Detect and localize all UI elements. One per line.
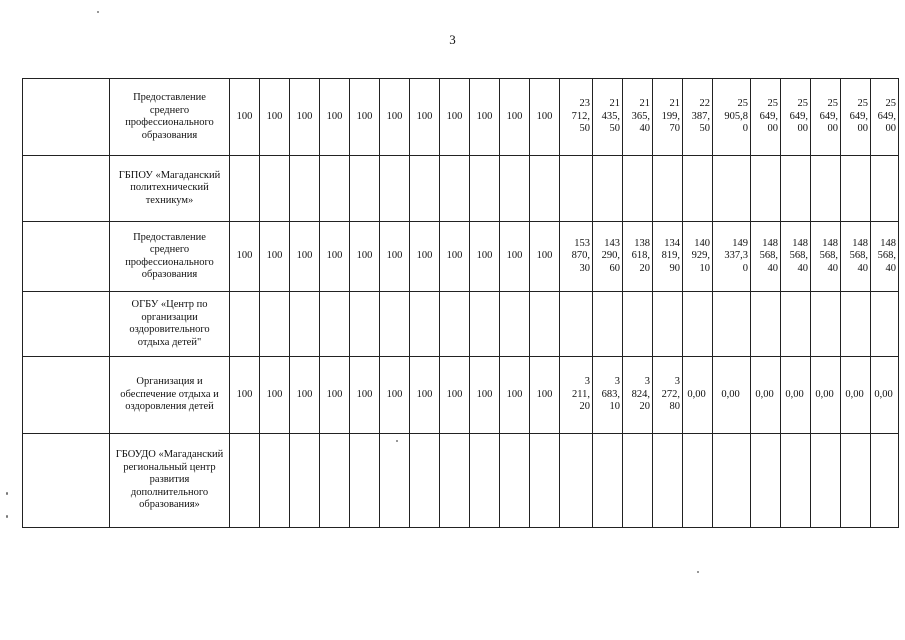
- percent-cell: 100: [500, 357, 530, 434]
- amount-cell: [781, 434, 811, 528]
- blank-cell: [23, 222, 110, 292]
- percent-cell: 100: [440, 222, 470, 292]
- amount-cell: [781, 292, 811, 357]
- percent-cell: [410, 434, 440, 528]
- amount-cell: 21 365, 40: [623, 79, 653, 156]
- percent-cell: 100: [290, 222, 320, 292]
- amount-cell: [653, 434, 683, 528]
- percent-cell: [350, 156, 380, 222]
- amount-cell: 0,00: [811, 357, 841, 434]
- amount-cell: 0,00: [751, 357, 781, 434]
- percent-cell: 100: [260, 357, 290, 434]
- percent-cell: [440, 434, 470, 528]
- percent-cell: 100: [260, 222, 290, 292]
- amount-cell: [871, 292, 899, 357]
- amount-cell: 0,00: [713, 357, 751, 434]
- percent-cell: 100: [320, 79, 350, 156]
- percent-cell: 100: [530, 357, 560, 434]
- percent-cell: 100: [470, 222, 500, 292]
- amount-cell: 153 870, 30: [560, 222, 593, 292]
- scan-speck: [697, 571, 699, 573]
- amount-cell: 25 649, 00: [871, 79, 899, 156]
- amount-cell: [623, 434, 653, 528]
- amount-cell: [841, 156, 871, 222]
- percent-cell: [320, 292, 350, 357]
- percent-cell: [380, 434, 410, 528]
- scan-speck: [6, 515, 8, 518]
- amount-cell: 148 568, 40: [751, 222, 781, 292]
- amount-cell: [683, 156, 713, 222]
- percent-cell: 100: [530, 79, 560, 156]
- org-name-cell: ОГБУ «Центр по организации оздоровительного отдыха детей": [110, 292, 230, 357]
- percent-cell: [350, 292, 380, 357]
- percent-cell: [470, 156, 500, 222]
- percent-cell: [470, 434, 500, 528]
- percent-cell: 100: [230, 357, 260, 434]
- amount-cell: [593, 292, 623, 357]
- service-name-cell: Предоставление среднего профессионального образования: [110, 222, 230, 292]
- amount-cell: [653, 156, 683, 222]
- percent-cell: [470, 292, 500, 357]
- org-row: [23, 292, 899, 357]
- percent-cell: [500, 156, 530, 222]
- percent-cell: 100: [410, 357, 440, 434]
- amount-cell: 3 683, 10: [593, 357, 623, 434]
- percent-cell: 100: [230, 222, 260, 292]
- amount-cell: 143 290, 60: [593, 222, 623, 292]
- amount-cell: 22 387, 50: [683, 79, 713, 156]
- percent-cell: [500, 434, 530, 528]
- percent-cell: [290, 434, 320, 528]
- percent-cell: [290, 292, 320, 357]
- percent-cell: 100: [350, 222, 380, 292]
- percent-cell: [410, 156, 440, 222]
- amount-cell: 3 824, 20: [623, 357, 653, 434]
- scan-speck: [396, 440, 398, 442]
- percent-cell: 100: [350, 79, 380, 156]
- amount-cell: [560, 292, 593, 357]
- percent-cell: 100: [350, 357, 380, 434]
- percent-cell: [440, 292, 470, 357]
- amount-cell: 21 199, 70: [653, 79, 683, 156]
- percent-cell: 100: [380, 222, 410, 292]
- amount-cell: [841, 434, 871, 528]
- amount-cell: 0,00: [781, 357, 811, 434]
- amount-cell: 3 272, 80: [653, 357, 683, 434]
- amount-cell: 138 618, 20: [623, 222, 653, 292]
- service-name-cell: Организация и обеспечение отдыха и оздоровления детей: [110, 357, 230, 434]
- org-row: [23, 156, 899, 222]
- org-name-cell: ГБОУДО «Магаданский региональный центр развития дополнительного образования»: [110, 434, 230, 528]
- amount-cell: [713, 156, 751, 222]
- percent-cell: [380, 156, 410, 222]
- amount-cell: [811, 292, 841, 357]
- amount-cell: [653, 292, 683, 357]
- percent-cell: [440, 156, 470, 222]
- percent-cell: 100: [410, 222, 440, 292]
- page-number: 3: [449, 32, 456, 47]
- amount-cell: [593, 434, 623, 528]
- amount-cell: [751, 292, 781, 357]
- amount-cell: [683, 434, 713, 528]
- amount-cell: [560, 434, 593, 528]
- amount-cell: 148 568, 40: [841, 222, 871, 292]
- amount-cell: 25 649, 00: [751, 79, 781, 156]
- service-row: [23, 79, 899, 156]
- amount-cell: 3 211, 20: [560, 357, 593, 434]
- percent-cell: 100: [290, 79, 320, 156]
- amount-cell: 0,00: [841, 357, 871, 434]
- amount-cell: 134 819, 90: [653, 222, 683, 292]
- percent-cell: [380, 292, 410, 357]
- amount-cell: [593, 156, 623, 222]
- amount-cell: [781, 156, 811, 222]
- amount-cell: [811, 156, 841, 222]
- percent-cell: [530, 156, 560, 222]
- percent-cell: [230, 292, 260, 357]
- percent-cell: 100: [500, 222, 530, 292]
- blank-cell: [23, 357, 110, 434]
- percent-cell: 100: [380, 79, 410, 156]
- amount-cell: 21 435, 50: [593, 79, 623, 156]
- amount-cell: [811, 434, 841, 528]
- percent-cell: 100: [380, 357, 410, 434]
- amount-cell: 148 568, 40: [781, 222, 811, 292]
- amount-cell: 0,00: [871, 357, 899, 434]
- blank-cell: [23, 79, 110, 156]
- percent-cell: [230, 434, 260, 528]
- percent-cell: 100: [290, 357, 320, 434]
- amount-cell: [623, 156, 653, 222]
- amount-cell: 23 712, 50: [560, 79, 593, 156]
- budget-table: [22, 78, 899, 528]
- percent-cell: [290, 156, 320, 222]
- percent-cell: 100: [470, 79, 500, 156]
- amount-cell: 25 649, 00: [811, 79, 841, 156]
- percent-cell: [260, 434, 290, 528]
- service-row: [23, 357, 899, 434]
- blank-cell: [23, 434, 110, 528]
- amount-cell: [751, 156, 781, 222]
- amount-cell: [841, 292, 871, 357]
- service-name-cell: Предоставление среднего профессионального образования: [110, 79, 230, 156]
- amount-cell: 149 337,3 0: [713, 222, 751, 292]
- amount-cell: [713, 434, 751, 528]
- percent-cell: [320, 156, 350, 222]
- percent-cell: [500, 292, 530, 357]
- percent-cell: 100: [440, 357, 470, 434]
- percent-cell: [350, 434, 380, 528]
- percent-cell: 100: [230, 79, 260, 156]
- org-row: [23, 434, 899, 528]
- amount-cell: [560, 156, 593, 222]
- percent-cell: [260, 156, 290, 222]
- blank-cell: [23, 156, 110, 222]
- amount-cell: [871, 434, 899, 528]
- percent-cell: [530, 434, 560, 528]
- blank-cell: [23, 292, 110, 357]
- percent-cell: [230, 156, 260, 222]
- amount-cell: 148 568, 40: [871, 222, 899, 292]
- amount-cell: 25 649, 00: [841, 79, 871, 156]
- amount-cell: 148 568, 40: [811, 222, 841, 292]
- percent-cell: [410, 292, 440, 357]
- percent-cell: 100: [410, 79, 440, 156]
- service-row: [23, 222, 899, 292]
- percent-cell: [320, 434, 350, 528]
- scan-speck: [97, 11, 99, 13]
- amount-cell: 140 929, 10: [683, 222, 713, 292]
- percent-cell: 100: [500, 79, 530, 156]
- org-name-cell: ГБПОУ «Магаданский политехнический техникум»: [110, 156, 230, 222]
- amount-cell: [713, 292, 751, 357]
- amount-cell: 0,00: [683, 357, 713, 434]
- percent-cell: 100: [320, 222, 350, 292]
- amount-cell: 25 905,8 0: [713, 79, 751, 156]
- percent-cell: 100: [470, 357, 500, 434]
- percent-cell: [530, 292, 560, 357]
- percent-cell: 100: [440, 79, 470, 156]
- percent-cell: 100: [260, 79, 290, 156]
- percent-cell: 100: [320, 357, 350, 434]
- percent-cell: 100: [530, 222, 560, 292]
- amount-cell: [683, 292, 713, 357]
- amount-cell: [623, 292, 653, 357]
- amount-cell: [871, 156, 899, 222]
- amount-cell: 25 649, 00: [781, 79, 811, 156]
- amount-cell: [751, 434, 781, 528]
- scan-speck: [6, 492, 8, 495]
- percent-cell: [260, 292, 290, 357]
